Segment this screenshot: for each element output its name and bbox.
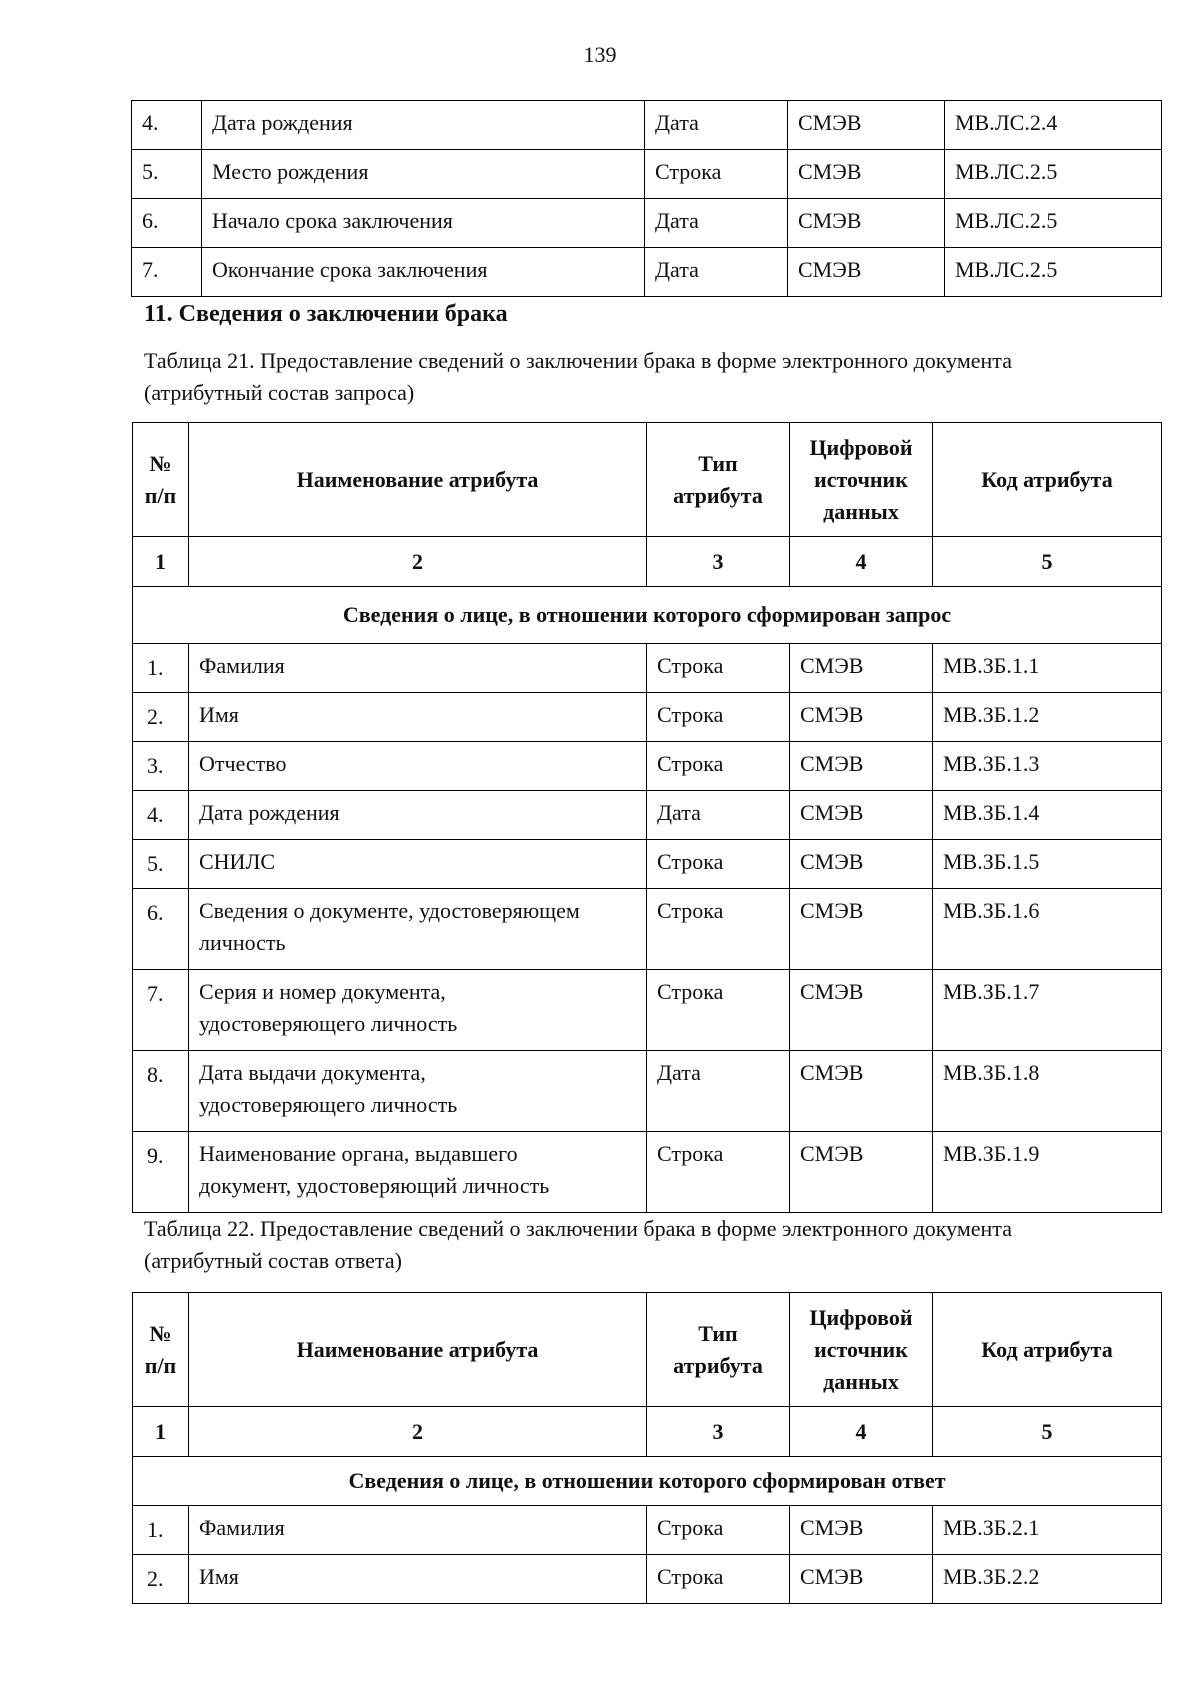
attribute-code: МВ.ЛС.2.5 <box>945 150 1162 199</box>
header-type-line2: атрибута <box>673 1352 763 1378</box>
data-source: СМЭВ <box>788 248 945 297</box>
header-num <box>133 423 189 537</box>
table-row <box>132 248 1162 297</box>
attribute-type: Дата <box>647 1051 790 1132</box>
attribute-code: МВ.ЛС.2.5 <box>945 199 1162 248</box>
table-prev-continuation <box>131 100 1162 297</box>
table-row <box>133 840 1162 889</box>
header-type <box>647 423 790 537</box>
attribute-type: Строка <box>647 1506 790 1555</box>
attribute-name-line: документ, удостоверяющий личность <box>199 1173 550 1198</box>
table-row <box>133 742 1162 791</box>
attribute-type: Строка <box>647 742 790 791</box>
header-type-line1: Тип <box>698 450 738 476</box>
table-row <box>133 1555 1162 1604</box>
attribute-name: Фамилия <box>189 1506 647 1555</box>
row-number: 1. <box>133 644 189 693</box>
header-source <box>790 1293 933 1407</box>
row-number: 6. <box>132 199 202 248</box>
header-source-line3: данных <box>823 1368 899 1394</box>
column-number-row <box>133 537 1162 587</box>
attribute-type: Строка <box>647 970 790 1051</box>
attribute-name: Место рождения <box>202 150 645 199</box>
caption-line: (атрибутный состав ответа) <box>144 1248 402 1273</box>
column-number: 4 <box>790 537 933 587</box>
row-number: 9. <box>133 1132 189 1213</box>
column-number: 2 <box>189 1407 647 1457</box>
table-row <box>133 1506 1162 1555</box>
table-header-row <box>133 423 1162 537</box>
table-row <box>133 1051 1162 1132</box>
column-number: 3 <box>647 1407 790 1457</box>
row-number: 4. <box>132 101 202 150</box>
table-row <box>133 1132 1162 1213</box>
attribute-name: Начало срока заключения <box>202 199 645 248</box>
attribute-code: МВ.ЛС.2.4 <box>945 101 1162 150</box>
data-source: СМЭВ <box>790 644 933 693</box>
header-name: Наименование атрибута <box>189 423 647 537</box>
row-number: 6. <box>133 889 189 970</box>
data-source: СМЭВ <box>790 1051 933 1132</box>
table-row <box>132 101 1162 150</box>
attribute-name: Имя <box>189 693 647 742</box>
caption-line: (атрибутный состав запроса) <box>144 380 415 405</box>
attribute-code: МВ.ЗБ.1.4 <box>933 791 1162 840</box>
header-num-line2: п/п <box>144 1352 177 1378</box>
attribute-type: Строка <box>647 1555 790 1604</box>
header-type-line1: Тип <box>698 1320 738 1346</box>
attribute-name-line: Наименование органа, выдавшего <box>199 1141 518 1166</box>
data-source: СМЭВ <box>788 199 945 248</box>
table22 <box>132 1292 1162 1604</box>
row-number: 3. <box>133 742 189 791</box>
attribute-type: Строка <box>647 889 790 970</box>
attribute-code: МВ.ЗБ.1.5 <box>933 840 1162 889</box>
attribute-code: МВ.ЗБ.1.8 <box>933 1051 1162 1132</box>
data-source: СМЭВ <box>788 101 945 150</box>
data-source: СМЭВ <box>790 970 933 1051</box>
header-source-line2: источник <box>814 466 908 492</box>
attribute-code: МВ.ЗБ.2.2 <box>933 1555 1162 1604</box>
row-number: 8. <box>133 1051 189 1132</box>
table21 <box>132 422 1162 1213</box>
attribute-name: Окончание срока заключения <box>202 248 645 297</box>
attribute-name-line: Серия и номер документа, <box>199 979 446 1004</box>
section-heading: 11. Сведения о заключении брака <box>144 301 508 327</box>
data-source: СМЭВ <box>790 1132 933 1213</box>
attribute-name-line: Дата выдачи документа, <box>199 1060 426 1085</box>
table21-caption <box>144 345 1154 409</box>
table22-caption <box>144 1213 1154 1277</box>
data-source: СМЭВ <box>790 1555 933 1604</box>
header-source-line3: данных <box>823 498 899 524</box>
header-source <box>790 423 933 537</box>
attribute-name-line: удостоверяющего личность <box>199 1011 458 1036</box>
column-number: 1 <box>133 1407 189 1457</box>
column-number: 3 <box>647 537 790 587</box>
row-number: 2. <box>133 1555 189 1604</box>
section-row <box>133 1457 1162 1506</box>
section-title: Сведения о лице, в отношении которого сформирован запрос <box>133 587 1162 644</box>
table-row <box>132 199 1162 248</box>
row-number: 2. <box>133 693 189 742</box>
column-number: 4 <box>790 1407 933 1457</box>
table-header-row <box>133 1293 1162 1407</box>
attribute-type: Дата <box>647 791 790 840</box>
attribute-name <box>189 1051 647 1132</box>
row-number: 5. <box>133 840 189 889</box>
attribute-type: Строка <box>645 150 788 199</box>
caption-line: Таблица 21. Предоставление сведений о заключении брака в форме электронного документа <box>144 348 1012 373</box>
header-num <box>133 1293 189 1407</box>
data-source: СМЭВ <box>790 840 933 889</box>
header-type <box>647 1293 790 1407</box>
header-source-line2: источник <box>814 1336 908 1362</box>
attribute-name-line: личность <box>199 930 286 955</box>
attribute-code: МВ.ЗБ.1.1 <box>933 644 1162 693</box>
header-num-line1: № <box>149 1320 172 1346</box>
data-source: СМЭВ <box>790 742 933 791</box>
data-source: СМЭВ <box>790 791 933 840</box>
attribute-name: Фамилия <box>189 644 647 693</box>
attribute-type: Дата <box>645 248 788 297</box>
attribute-code: МВ.ЗБ.1.7 <box>933 970 1162 1051</box>
header-num-line1: № <box>149 450 172 476</box>
data-source: СМЭВ <box>790 889 933 970</box>
attribute-code: МВ.ЗБ.1.9 <box>933 1132 1162 1213</box>
attribute-type: Дата <box>645 199 788 248</box>
attribute-type: Строка <box>647 644 790 693</box>
section-row <box>133 587 1162 644</box>
attribute-type: Дата <box>645 101 788 150</box>
attribute-code: МВ.ЗБ.1.2 <box>933 693 1162 742</box>
attribute-type: Строка <box>647 840 790 889</box>
data-source: СМЭВ <box>788 150 945 199</box>
attribute-name: Имя <box>189 1555 647 1604</box>
attribute-type: Строка <box>647 693 790 742</box>
attribute-type: Строка <box>647 1132 790 1213</box>
header-code: Код атрибута <box>933 1293 1162 1407</box>
column-number: 5 <box>933 537 1162 587</box>
attribute-code: МВ.ЗБ.1.6 <box>933 889 1162 970</box>
attribute-name-line: Сведения о документе, удостоверяющем <box>199 898 580 923</box>
column-number: 5 <box>933 1407 1162 1457</box>
header-type-line2: атрибута <box>673 482 763 508</box>
table-row <box>132 150 1162 199</box>
page-number: 139 <box>583 42 617 67</box>
data-source: СМЭВ <box>790 693 933 742</box>
attribute-name-line: удостоверяющего личность <box>199 1092 458 1117</box>
header-code: Код атрибута <box>933 423 1162 537</box>
attribute-name: Дата рождения <box>189 791 647 840</box>
header-source-line1: Цифровой <box>809 1304 913 1330</box>
attribute-name: СНИЛС <box>189 840 647 889</box>
header-name: Наименование атрибута <box>189 1293 647 1407</box>
column-number-row <box>133 1407 1162 1457</box>
attribute-name <box>189 889 647 970</box>
header-source-line1: Цифровой <box>809 434 913 460</box>
attribute-name <box>189 970 647 1051</box>
table-row <box>133 889 1162 970</box>
attribute-name: Дата рождения <box>202 101 645 150</box>
row-number: 7. <box>132 248 202 297</box>
attribute-code: МВ.ЗБ.1.3 <box>933 742 1162 791</box>
table-row <box>133 644 1162 693</box>
table-row <box>133 791 1162 840</box>
data-source: СМЭВ <box>790 1506 933 1555</box>
column-number: 1 <box>133 537 189 587</box>
row-number: 7. <box>133 970 189 1051</box>
column-number: 2 <box>189 537 647 587</box>
attribute-name: Отчество <box>189 742 647 791</box>
table-row <box>133 693 1162 742</box>
header-num-line2: п/п <box>144 482 177 508</box>
row-number: 4. <box>133 791 189 840</box>
attribute-code: МВ.ЗБ.2.1 <box>933 1506 1162 1555</box>
table-row <box>133 970 1162 1051</box>
row-number: 5. <box>132 150 202 199</box>
row-number: 1. <box>133 1506 189 1555</box>
attribute-name <box>189 1132 647 1213</box>
section-title: Сведения о лице, в отношении которого сформирован ответ <box>133 1457 1162 1506</box>
attribute-code: МВ.ЛС.2.5 <box>945 248 1162 297</box>
caption-line: Таблица 22. Предоставление сведений о заключении брака в форме электронного документа <box>144 1216 1012 1241</box>
